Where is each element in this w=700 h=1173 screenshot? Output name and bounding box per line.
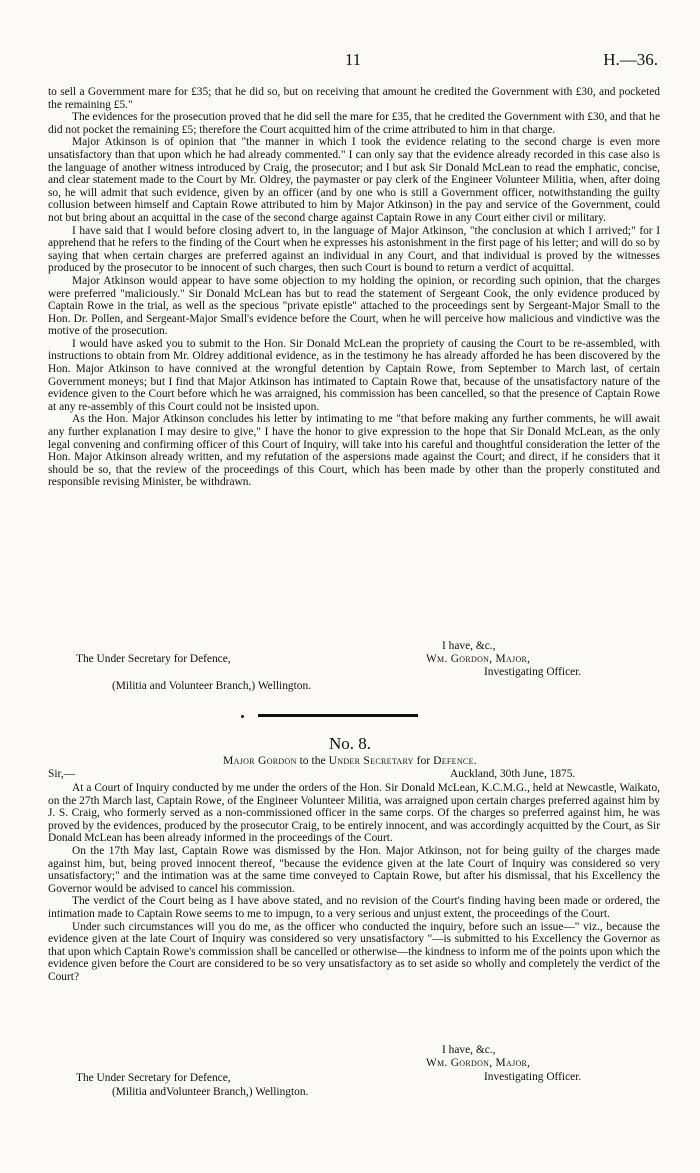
signature-title: Investigating Officer. — [484, 1071, 582, 1083]
addressee-branch: (Militia and Volunteer Branch,) Wellington. — [112, 680, 312, 692]
letter-heading — [0, 754, 700, 767]
letter-to-text: to the — [299, 754, 326, 767]
page-header — [48, 50, 658, 72]
addressee-branch: (Militia andVolunteer Branch,) Wellington. — [112, 1086, 309, 1098]
letter-number: No. 8. — [328, 734, 372, 753]
signature-title: Investigating Officer. — [484, 666, 582, 678]
closing: I have, &c., — [442, 640, 496, 652]
addressee: The Under Secretary for Defence, — [76, 1072, 231, 1084]
paragraph: Major Atkinson would appear to have some objection to my holding the opinion, or recording such opinion, that the charges were preferred "maliciously." Sir Donald McLean has but to read the statement of Sergeant Cook, the only evidence produced by Captain Rowe in the trial, as well as the specious "private epistle" attached to the proceedings sent by Sergeant-Major Small to the Hon. Dr. Pollen, and Sergeant-Major Small's evidence before the Court, when he will perceive how malicious and vindictive was the motive of the prosecution. — [48, 274, 660, 338]
letter-dept: Defence. — [433, 754, 477, 767]
letter-to: Under Secretary — [328, 754, 414, 767]
addressee: The Under Secretary for Defence, — [76, 653, 231, 665]
signature-name: Wm. Gordon, Major, — [426, 1057, 531, 1069]
paragraph: At a Court of Inquiry conducted by me under the orders of the Hon. Sir Donald McLean, K.C.M.G., held at Newcastle, Waikato, on the 27th March last, Captain Rowe, of the Engineer Volunteer Militia, was arraigned upon certain charges preferred against him by J. S. Craig, who formerly served as a non-commissioned officer in the same corps. Of the charges so preferred against him, he was proved by the evidences, produced by the prosecutor Craig, to be entirely innocent, and was accordingly acquitted by the Court, as Sir Donald McLean has been already informed in the proceedings of the Court. — [48, 782, 660, 845]
section-divider — [258, 714, 418, 717]
letter-for-text: for — [416, 754, 431, 767]
place-date: Auckland, 30th June, 1875. — [450, 768, 576, 780]
paragraph: The verdict of the Court being as I have above stated, and no revision of the Court's finding having been made or ordered, the intimation made to Captain Rowe seems to me to impugn, to a very serious and unjust extent, the proceedings of the Court. — [48, 895, 660, 920]
paragraph: Under such circumstances will you do me, as the officer who conducted the inquiry, before such an issue—" viz., because the evidence given at the late Court of Inquiry was considered so very unsatisfactory "—is submitted to his Excellency the Governor as that upon which Captain Rowe's commission shall be cancelled or otherwise—the kindness to inform me of the points upon which the evidence given before the Court are considered to be so very unsatisfactory as to set aside so wholly and completely the verdict of the Court? — [48, 920, 660, 983]
letter-body — [48, 782, 660, 984]
document-reference: H.—36. — [603, 50, 658, 69]
page-number: 11 — [344, 50, 362, 69]
signature-name: Wm. Gordon, Major, — [426, 653, 531, 665]
paragraph: On the 17th May last, Captain Rowe was dismissed by the Hon. Major Atkinson, not for being guilty of the charges made against him, but, being proved innocent thereof, "because the evidence given at the late Court of Inquiry was considered so very unsatisfactory;" and the intimation was at the same time conveyed to Captain Rowe, but after his dismissal, that his Excellency the Governor would be advised to cancel his commission. — [48, 844, 660, 895]
paragraph: I would have asked you to submit to the Hon. Sir Donald McLean the propriety of causing the Court to be re-assembled, with instructions to obtain from Mr. Oldrey additional evidence, as in the testimony he has already afforded he has been discovered by the Hon. Major Atkinson to have connived at the wrongful detention by Captain Rowe, from September to March last, of certain Government moneys; but I find that Major Atkinson has intimated to Captain Rowe that, because of the unsatisfactory nature of the evidence given to the Court before which he was arraigned, his commission has been cancelled, so that the presence of Captain Rowe at any re-assembly of this Court could not be insisted upon. — [48, 337, 660, 413]
closing: I have, &c., — [442, 1044, 496, 1056]
letter-from: Major Gordon — [223, 754, 297, 767]
paragraph: I have said that I would before closing advert to, in the language of Major Atkinson, "the conclusion at which I arrived;" for I apprehend that he refers to the finding of the Court when he expresses his astonishment in the first page of his letter; and will do so by saying that when certain charges are preferred against an individual in any Court, and that individual is proved by the witnesses produced by the prosecutor to be innocent of such charges, then such Court is bound to return a verdict of acquittal. — [48, 224, 660, 275]
paragraph: to sell a Government mare for £35; that he did so, but on receiving that amount he credited the Government with £30, and pocketed the remaining £5." — [48, 86, 660, 111]
paragraph: As the Hon. Major Atkinson concludes his letter by intimating to me "that before making any further comments, he will await any further explanation I may desire to give," I have the honor to give expression to the hope that Sir Donald McLean, as the only legal convening and confirming officer of this Court of Inquiry, will take into his careful and thoughtful consideration the letter of the Hon. Major Atkinson already written, and my refutation of the aspersions made against the Court; and direct, if he considers that it should be so, that the review of the proceedings of this Court, which has been made by other than the properly constituted and responsible revising Minister, be withdrawn. — [48, 413, 660, 489]
paragraph: Major Atkinson is of opinion that "the manner in which I took the evidence relating to the second charge is even more unsatisfactory than that upon which he had already commented." I can only say that the evidence already recorded in this case also is the language of another witness introduced by Craig, the prosecutor; and I but ask Sir Donald McLean to read the emphatic, concise, and clear statement made to the Court by Mr. Oldrey, the paymaster or pay clerk of the Engineer Volunteer Militia, when, after doing so, he will admit that such evidence, given by an officer (and by one who is still a Government officer, notwithstanding the guilty collusion between himself and Captain Rowe attributed to him by Major Atkinson) in the pay and service of the Government, could not but bring about an acquittal in the case of the second charge against Captain Rowe in any Court either civil or military. — [48, 136, 660, 224]
separator-dot — [241, 715, 244, 718]
paragraph: The evidences for the prosecution proved that he did sell the mare for £35, that he credited the Government with £30, and that he did not pocket the remaining £5; therefore the Court acquitted him of the crime attributed to him in that charge. — [48, 111, 661, 136]
salutation: Sir,— — [48, 768, 76, 780]
letter-body — [48, 86, 660, 489]
